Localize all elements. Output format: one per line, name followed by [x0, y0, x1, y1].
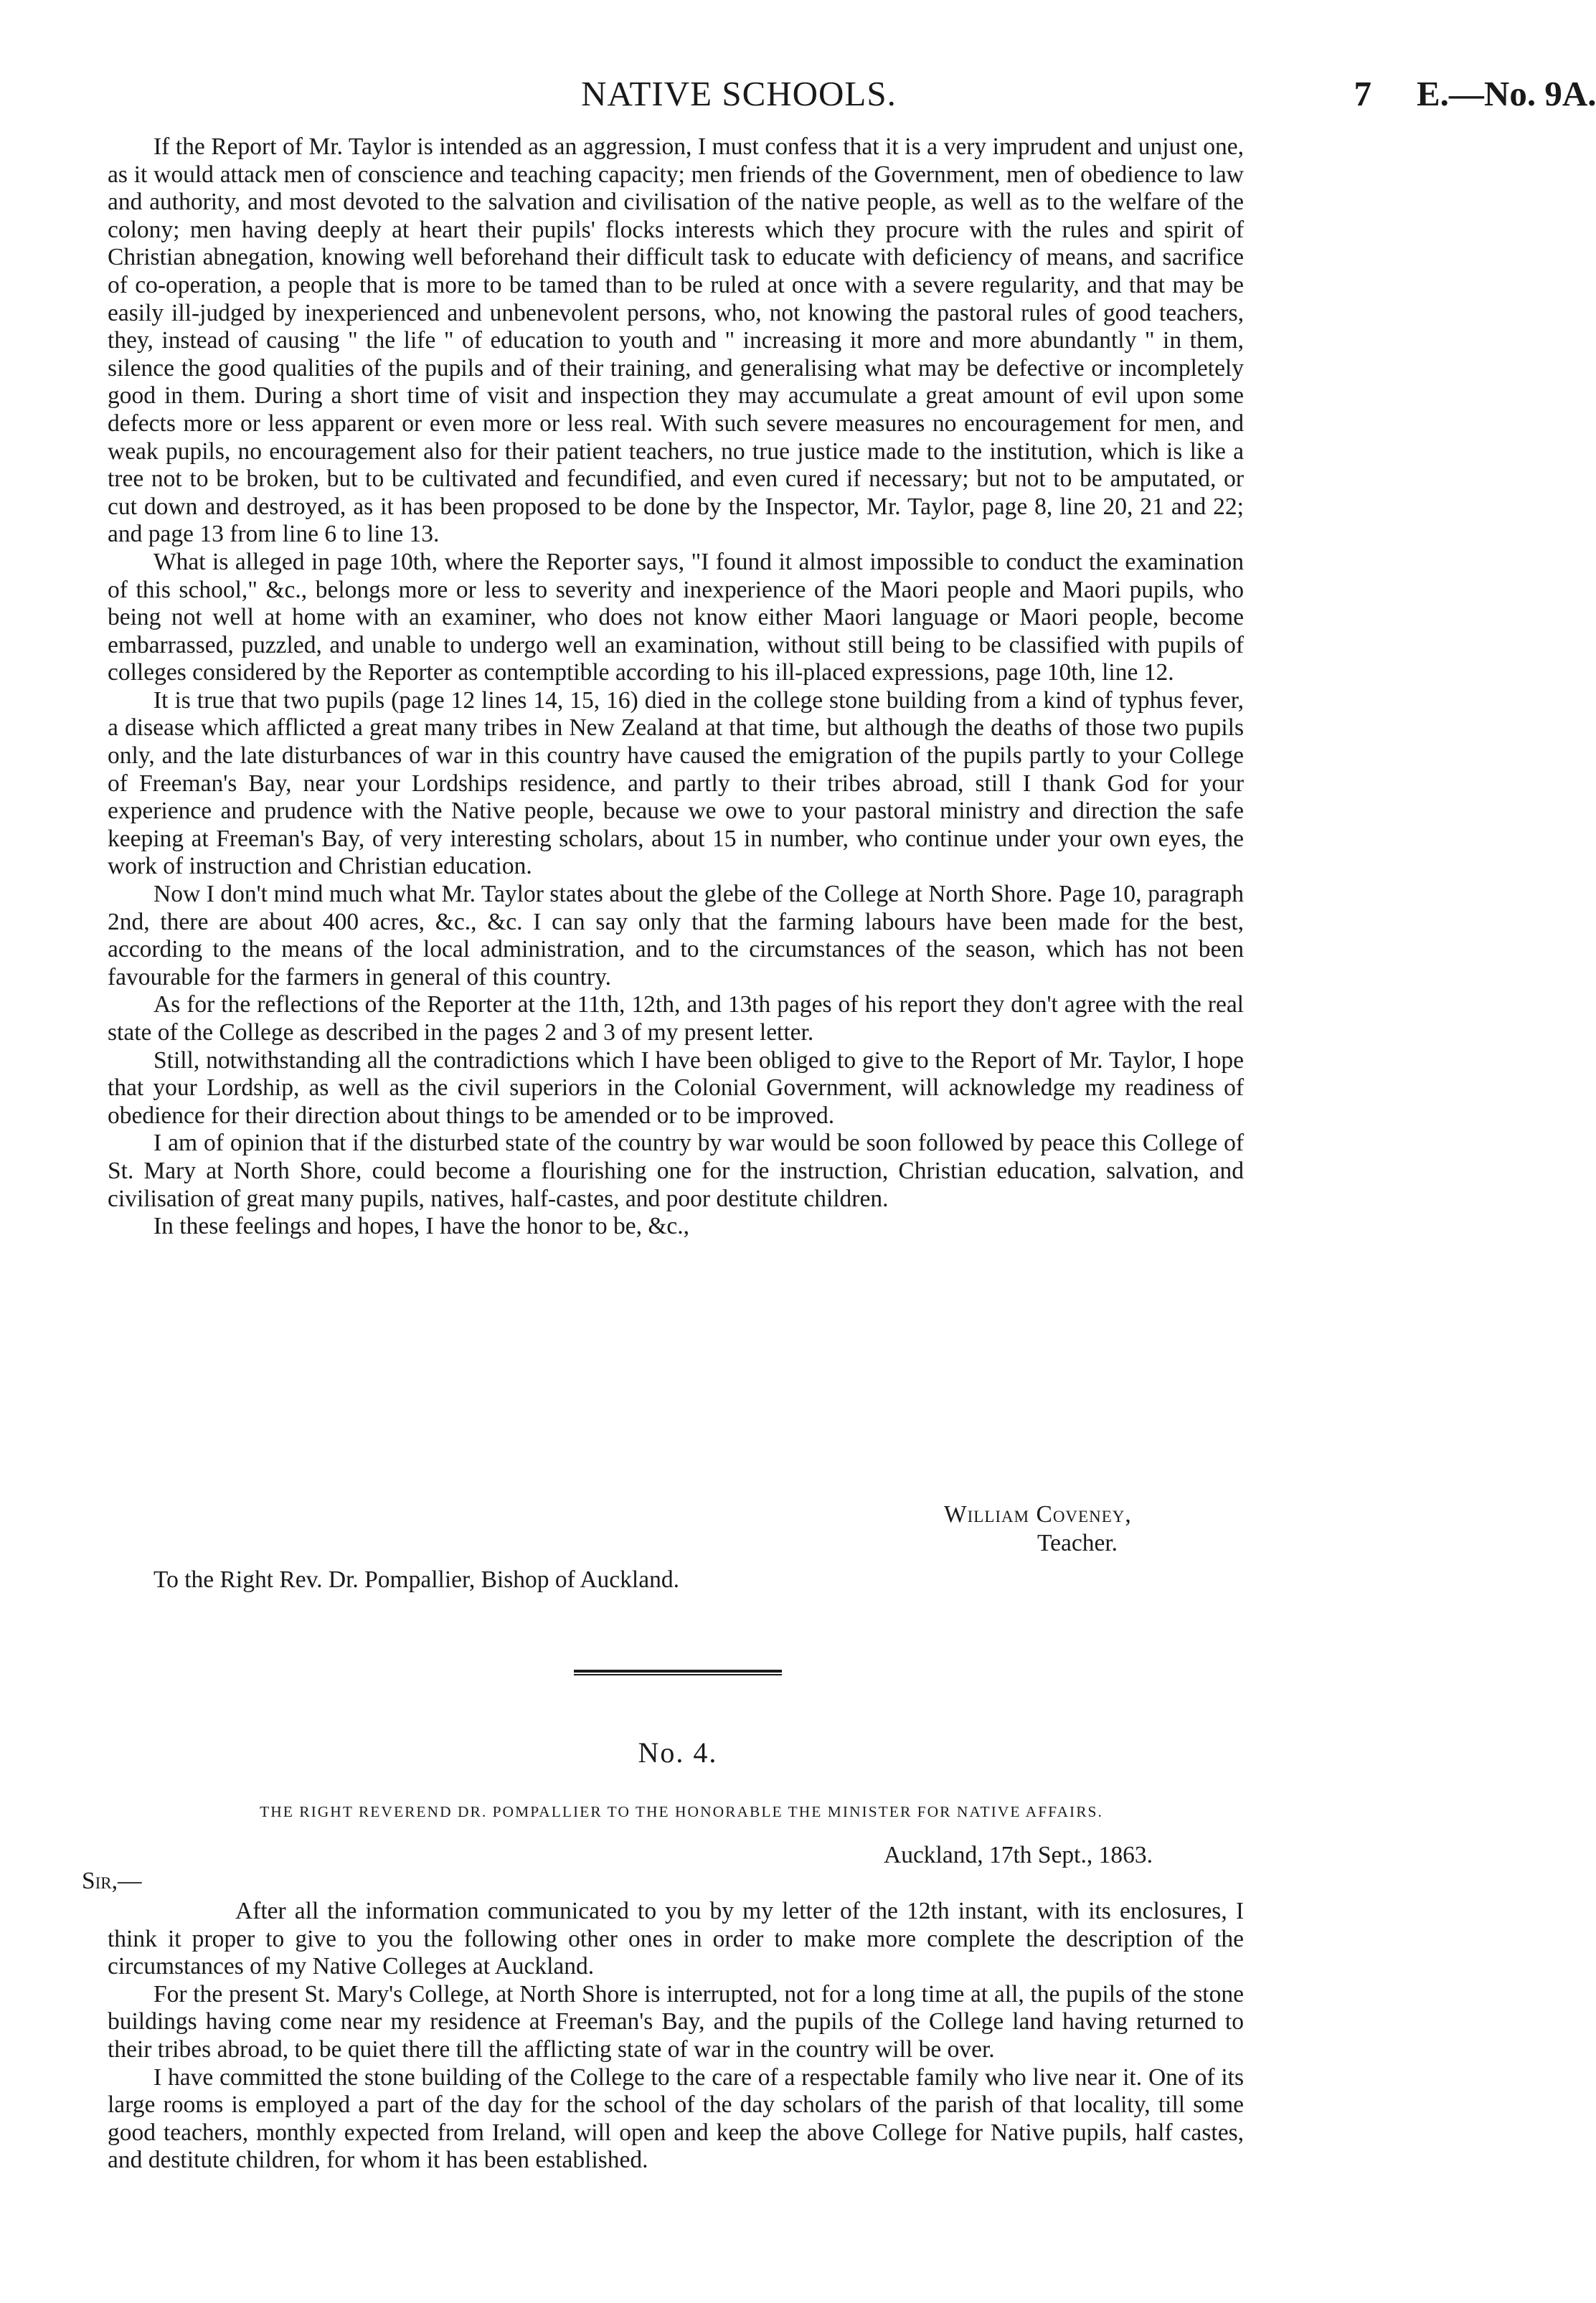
signature-block — [944, 1500, 1132, 1558]
signature-name: William Coveney, — [944, 1501, 1132, 1528]
letter-one-paragraph: Now I don't mind much what Mr. Taylor states about the glebe of the College at North Shore. Page 10, paragraph 2nd, there are about 400 acres, &c., &c. I can say only that the farming labours have been made for the best, according to the means of the local administration, and to the circumstances of the season, which has not been favourable for the farmers in general of this country. — [108, 881, 1244, 990]
document-heading: THE RIGHT REVEREND DR. POMPALLIER TO THE HONORABLE THE MINISTER FOR NATIVE AFFAIRS. — [260, 1803, 1103, 1820]
salutation: Sir,— — [82, 1868, 142, 1894]
letter-two-paragraph: I have committed the stone building of the College to the care of a respectable family who live near it. One of its large rooms is employed a part of the day for the school of the day scholars of the parish of that locality, till some good teachers, monthly expected from Ireland, will open and keep the above College for Native pupils, half castes, and destitute children, for whom it has been established. — [108, 2063, 1244, 2174]
section-divider — [574, 1670, 782, 1675]
document-reference: E.—No. 9A. — [1417, 74, 1596, 113]
document-number: No. 4. — [638, 1736, 718, 1769]
letter-one-body — [108, 133, 1244, 1241]
header-title: NATIVE SCHOOLS. — [581, 74, 897, 113]
letter-one-paragraph: As for the reflections of the Reporter at the 11th, 12th, and 13th pages of his report they don't agree with the real state of the College as described in the pages 2 and 3 of my present letter. — [108, 991, 1244, 1046]
addressee-line: To the Right Rev. Dr. Pompallier, Bishop of Auckland. — [154, 1566, 679, 1593]
page-header — [122, 73, 1596, 123]
letter-two-body — [108, 1898, 1244, 2175]
letter-one-paragraph: It is true that two pupils (page 12 lines 14, 15, 16) died in the college stone building from a kind of typhus fever, a disease which afflicted a great many tribes in New Zealand at that time, but although the deaths of those two pupils only, and the late disturbances of war in this country have caused the emigration of the pupils partly to your College of Freeman's Bay, near your Lordships residence, and partly to their tribes abroad, still I thank God for your experience and prudence with the Native people, because we owe to your pastoral ministry and direction the safe keeping at Freeman's Bay, of very interesting scholars, about 15 in number, who continue under your own eyes, the work of instruction and Christian education. — [108, 686, 1244, 880]
signature-role: Teacher. — [1037, 1530, 1118, 1556]
letter-one-paragraph: Still, notwithstanding all the contradictions which I have been obliged to give to the Report of Mr. Taylor, I hope that your Lordship, as well as the civil superiors in the Colonial Government, will acknowledge my readiness of obedience for their direction about things to be amended or to be improved. — [108, 1046, 1244, 1129]
letter-two-paragraph: For the present St. Mary's College, at North Shore is interrupted, not for a long time at all, the pupils of the stone buildings having come near my residence at Freeman's Bay, and the pupils of the College land having returned to their tribes abroad, to be quiet there till the afflicting state of war in the country will be over. — [108, 1980, 1244, 2063]
letter-one-paragraph: What is alleged in page 10th, where the Reporter says, "I found it almost impossible to conduct the examination of this school," &c., belongs more or less to severity and inexperience of the Maori people and Maori pupils, who being not well at home with an examiner, who does not know either Maori language or Maori people, become embarrassed, puzzled, and unable to undergo well an examination, without still being to be classified with pupils of colleges considered by the Reporter as contemptible according to his ill-placed expressions, page 10th, line 12. — [108, 548, 1244, 686]
letter-two-paragraph: After all the information communicated to you by my letter of the 12th instant, with its enclosures, I think it proper to give to you the following other ones in order to make more complete the description of the circumstances of my Native Colleges at Auckland. — [108, 1898, 1244, 1980]
dateline: Auckland, 17th Sept., 1863. — [884, 1842, 1153, 1868]
letter-one-paragraph: I am of opinion that if the disturbed state of the country by war would be soon followed by peace this College of St. Mary at North Shore, could become a flourishing one for the instruction, Christian education, salvation, and civilisation of great many pupils, natives, half-castes, and poor destitute children. — [108, 1130, 1244, 1212]
page-number: 7 — [1354, 74, 1371, 113]
letter-one-paragraph: If the Report of Mr. Taylor is intended as an aggression, I must confess that it is a very imprudent and unjust one, as it would attack men of conscience and teaching capacity; men friends of the Government, men of obedience to law and authority, and most devoted to the salvation and civilisation of the native people, as well as to the welfare of the colony; men having deeply at heart their pupils' flocks interests which they procure with the rules and spirit of Christian abnegation, knowing well beforehand their difficult task to educate with deficiency of means, and sacrifice of co-operation, a people that is more to be tamed than to be ruled at once with a severe regularity, and that may be easily ill-judged by inexperienced and unbenevolent persons, who, not knowing the pastoral rules of good teachers, they, instead of causing " the life " of education to youth and " increasing it more and more abundantly " in them, silence the good qualities of the pupils and of their training, and generalising what may be defective or incompletely good in them. During a short time of visit and inspection they may accumulate a great amount of evil upon some defects more or less apparent or even more or less real. With such severe measures no encouragement for men, and weak pupils, no encouragement also for their patient teachers, no true justice made to the institution, which is like a tree not to be broken, but to be cultivated and fecundified, and even cured if necessary; but not to be amputated, or cut down and destroyed, as it has been proposed to be done by the Inspector, Mr. Taylor, page 8, line 20, 21 and 22; and page 13 from line 6 to line 13. — [108, 133, 1244, 548]
letter-one-closing: In these feelings and hopes, I have the honor to be, &c., — [154, 1213, 690, 1240]
